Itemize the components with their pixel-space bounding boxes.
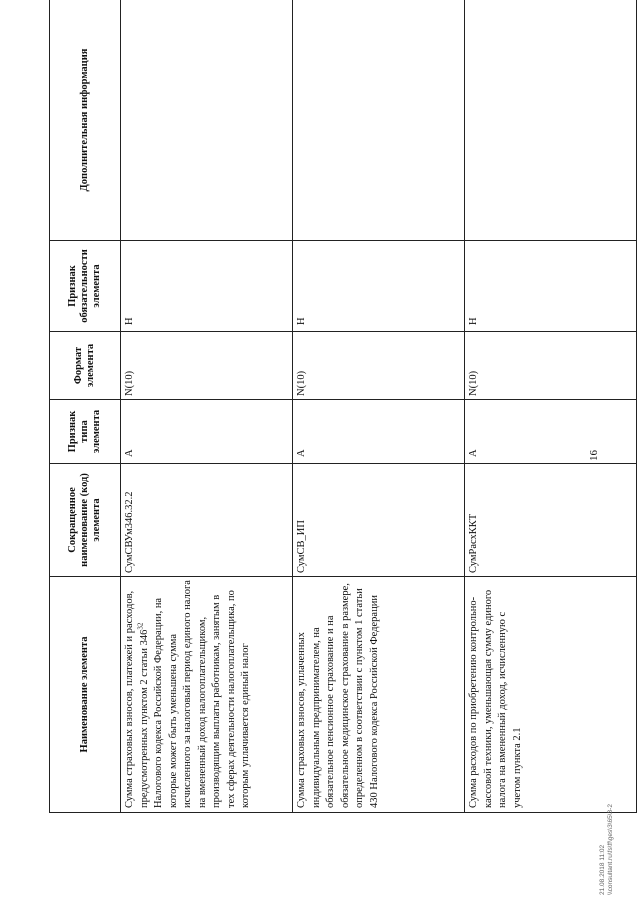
header-element-name: Наименование элемента xyxy=(50,577,121,813)
cell-element-format: N(10) xyxy=(293,332,465,400)
cell-additional-info xyxy=(465,0,637,241)
cell-element-type: А xyxy=(293,400,465,464)
footnote-marker: 32 xyxy=(136,622,144,630)
table-header-row xyxy=(50,0,121,813)
footer-path: \\consultant.ru\fs\ff\ges\3\65\3-2 xyxy=(607,804,614,895)
element-table xyxy=(49,0,637,813)
cell-element-required: Н xyxy=(121,241,293,332)
cell-element-required: Н xyxy=(465,241,637,332)
cell-element-format: N(10) xyxy=(121,332,293,400)
cell-element-code: СумСВ_ИП xyxy=(293,464,465,577)
footer-timestamp: 21.08.2018 11:02 xyxy=(599,844,606,895)
header-element-type: Признак типа элемента xyxy=(50,400,121,464)
footer-note xyxy=(599,804,615,895)
cell-element-name xyxy=(121,577,293,813)
element-name-text: Сумма страховых взносов, платежей и расходов, предусмотренных пунктом 2 статьи 346 xyxy=(124,590,150,808)
cell-element-type: А xyxy=(465,400,637,464)
table-row xyxy=(465,0,637,813)
cell-element-required: Н xyxy=(293,241,465,332)
header-element-format: Формат элемента xyxy=(50,332,121,400)
element-name-text: Сумма страховых взносов, уплаченных индивидуальным предпринимателем, на обязательное пенсионное страхование и на обязательное медицинское страхование в размере, определенном в соответствии с пунктом 1 статьи 430 Налогового кодекса Российской Федерации xyxy=(296,583,380,808)
page-number: 16 xyxy=(588,450,600,461)
cell-element-code: СумРасхККТ xyxy=(465,464,637,577)
header-element-code: Сокращенное наименование (код) элемента xyxy=(50,464,121,577)
cell-element-name xyxy=(465,577,637,813)
cell-element-code: СумСВУм346.32.2 xyxy=(121,464,293,577)
header-additional-info: Дополнительная информация xyxy=(50,0,121,241)
table-row xyxy=(121,0,293,813)
cell-element-name xyxy=(293,577,465,813)
cell-element-format: N(10) xyxy=(465,332,637,400)
element-name-text-continued: Налогового кодекса Российской Федерации, на которые может быть уменьшена сумма исчисленного за налоговый период единого налога на вмененный доход налогоплательщиком, производящим выплаты работникам, занятым в тех сферах деятельности налогоплательщика, по которым уплачивается единый налог xyxy=(153,580,251,808)
table-row xyxy=(293,0,465,813)
element-name-text: Сумма расходов по приобретению контрольно-кассовой техники, уменьшающая сумму единого налога на вмененный доход, исчисленную с учетом пункта 2.1 xyxy=(468,589,523,808)
header-element-required: Признак обязательности элемента xyxy=(50,241,121,332)
cell-additional-info xyxy=(293,0,465,241)
cell-additional-info xyxy=(121,0,293,241)
cell-element-type: А xyxy=(121,400,293,464)
